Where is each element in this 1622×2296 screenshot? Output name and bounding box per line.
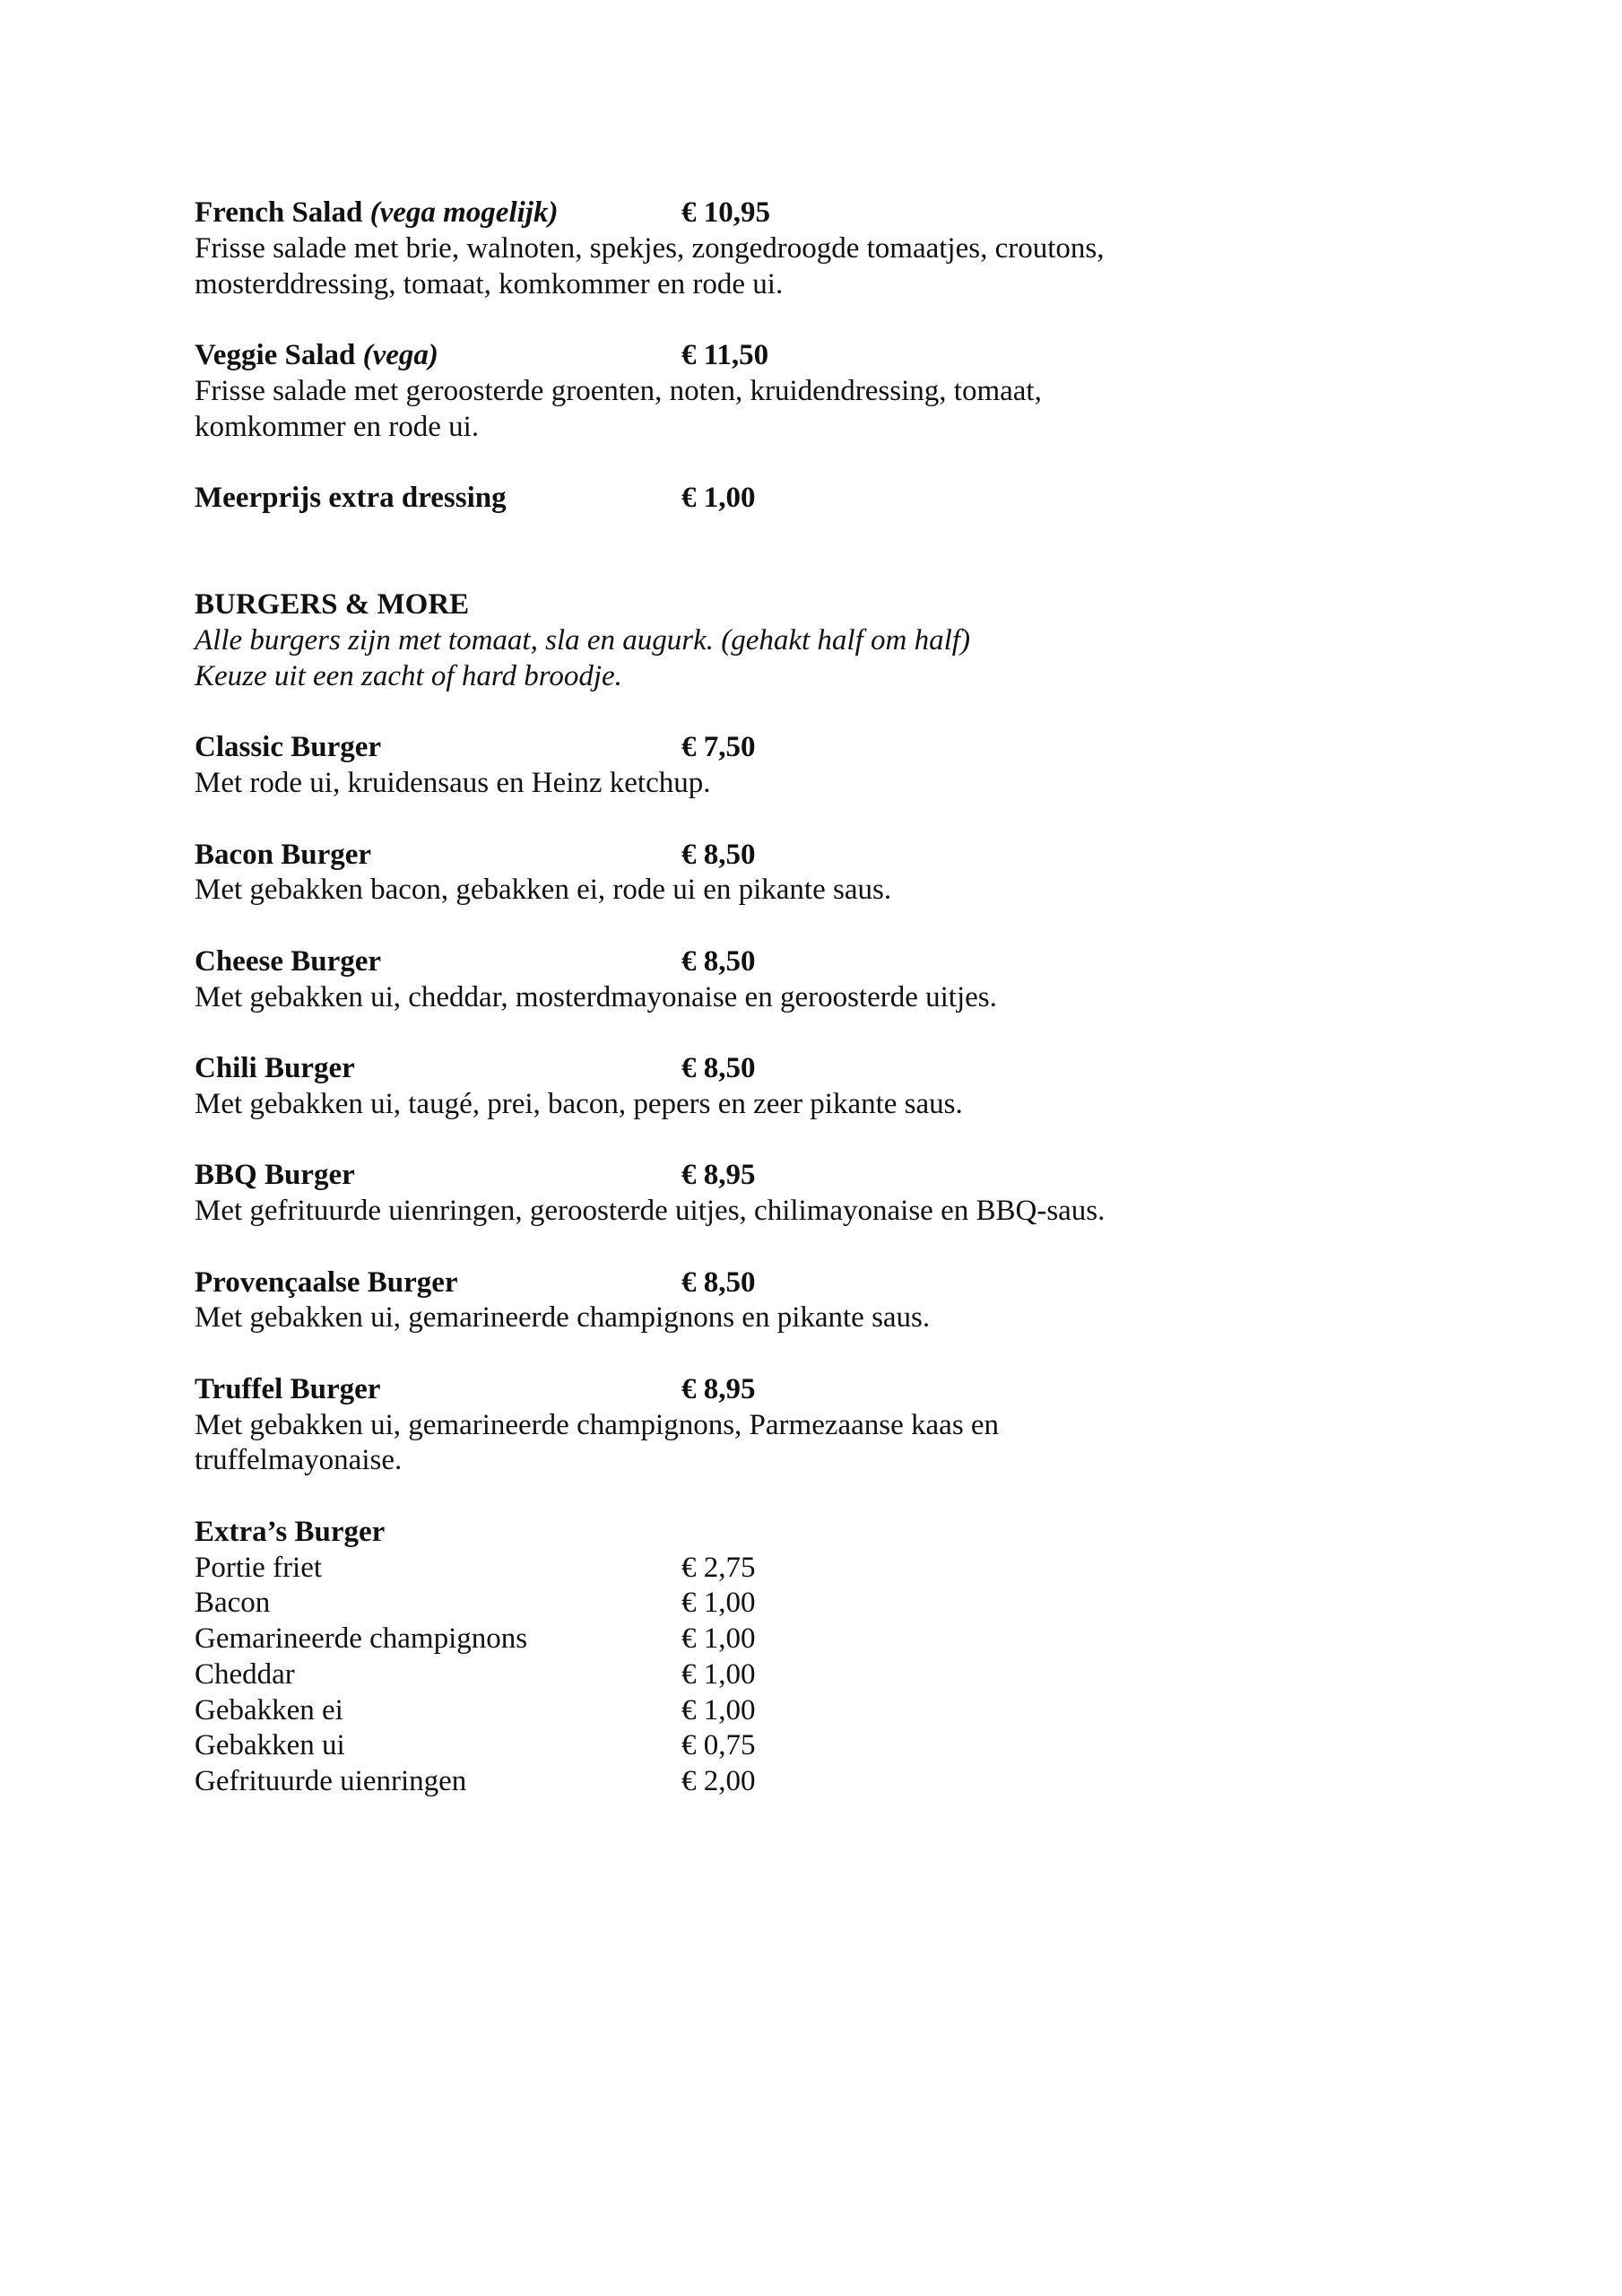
- burgers-section: [195, 587, 1450, 1515]
- extra-name: Gefrituurde uienringen: [195, 1765, 467, 1797]
- item-note: (vega): [362, 339, 438, 371]
- item-price: € 10,95: [681, 196, 770, 229]
- extra-name: Gebakken ei: [195, 1693, 343, 1726]
- extra-price: € 1,00: [681, 1587, 756, 1620]
- menu-item-chili-burger: [195, 1051, 1450, 1123]
- item-description: Frisse salade met brie, walnoten, spekjes, zongedroogde tomaatjes, croutons,: [195, 231, 1105, 265]
- extra-name: Bacon: [195, 1587, 271, 1620]
- menu-item-cheese-burger: [195, 944, 1450, 1016]
- extras-section: [195, 1515, 1450, 1800]
- extra-name: Gemarineerde champignons: [195, 1622, 528, 1655]
- item-name: BBQ Burger: [195, 1159, 355, 1192]
- menu-item-provencaalse-burger: [195, 1265, 1450, 1337]
- item-name: Classic Burger: [195, 731, 382, 764]
- item-price: € 8,95: [681, 1159, 756, 1192]
- item-name: Bacon Burger: [195, 838, 372, 871]
- item-note: (vega mogelijk): [369, 196, 559, 229]
- extra-price: € 1,00: [681, 1622, 756, 1655]
- item-description: komkommer en rode ui.: [195, 410, 480, 443]
- extra-price: € 1,00: [681, 1693, 756, 1726]
- extra-item: [195, 1657, 1450, 1693]
- section-intro: Keuze uit een zacht of hard broodje.: [195, 659, 622, 692]
- menu-page: [195, 196, 1450, 1800]
- item-description: Frisse salade met geroosterde groenten, noten, kruidendressing, tomaat,: [195, 374, 1042, 407]
- item-description: Met rode ui, kruidensaus en Heinz ketchup.: [195, 767, 711, 799]
- item-price: € 8,50: [681, 1052, 756, 1084]
- item-name: Meerprijs extra dressing: [195, 482, 507, 514]
- menu-item-truffel-burger: [195, 1372, 1450, 1479]
- item-name: Provençaalse Burger: [195, 1265, 458, 1299]
- extra-name: Gebakken ui: [195, 1729, 345, 1762]
- item-title: Veggie Salad: [195, 339, 356, 371]
- item-price: € 8,50: [681, 944, 756, 978]
- extra-name: Portie friet: [195, 1551, 323, 1584]
- extra-price: € 0,75: [681, 1729, 756, 1762]
- item-price: € 1,00: [681, 482, 756, 514]
- menu-item-extra-dressing: [195, 481, 1450, 517]
- item-description: mosterddressing, tomaat, komkommer en rode ui.: [195, 267, 784, 300]
- extra-price: € 2,75: [681, 1551, 756, 1584]
- extra-price: € 2,00: [681, 1765, 756, 1797]
- extra-item: [195, 1764, 1450, 1800]
- item-price: € 8,50: [681, 1265, 756, 1299]
- item-name: [195, 338, 681, 374]
- item-description: Met gebakken ui, gemarineerde champignons, Parmezaanse kaas en: [195, 1408, 1000, 1441]
- item-description: Met gefrituurde uienringen, geroosterde uitjes, chilimayonaise en BBQ-saus.: [195, 1195, 1106, 1227]
- extra-price: € 1,00: [681, 1657, 756, 1691]
- menu-item-classic-burger: [195, 730, 1450, 802]
- item-name: Chili Burger: [195, 1052, 355, 1084]
- menu-item-bbq-burger: [195, 1158, 1450, 1230]
- menu-item-bacon-burger: [195, 838, 1450, 909]
- extra-item: [195, 1622, 1450, 1657]
- item-price: € 8,95: [681, 1372, 756, 1405]
- menu-item-french-salad: [195, 196, 1450, 302]
- item-price: € 11,50: [681, 339, 769, 371]
- section-title: Extra’s Burger: [195, 1515, 386, 1548]
- extra-item: [195, 1551, 1450, 1587]
- section-intro: Alle burgers zijn met tomaat, sla en augurk. (gehakt half om half): [195, 624, 970, 657]
- item-name: [195, 196, 681, 231]
- item-price: € 7,50: [681, 731, 756, 764]
- extra-item: [195, 1586, 1450, 1622]
- extra-name: Cheddar: [195, 1657, 295, 1691]
- item-title: French Salad: [195, 196, 363, 229]
- item-name: Truffel Burger: [195, 1372, 381, 1405]
- item-description: truffelmayonaise.: [195, 1444, 403, 1477]
- item-price: € 8,50: [681, 838, 756, 871]
- item-description: Met gebakken bacon, gebakken ei, rode ui en pikante saus.: [195, 874, 892, 907]
- item-description: Met gebakken ui, taugé, prei, bacon, pepers en zeer pikante saus.: [195, 1087, 963, 1120]
- menu-item-veggie-salad: [195, 338, 1450, 445]
- item-name: Cheese Burger: [195, 944, 382, 978]
- section-title: BURGERS & MORE: [195, 588, 470, 622]
- item-description: Met gebakken ui, cheddar, mosterdmayonaise en geroosterde uitjes.: [195, 980, 997, 1013]
- item-description: Met gebakken ui, gemarineerde champignons en pikante saus.: [195, 1301, 931, 1335]
- extra-item: [195, 1693, 1450, 1729]
- extra-item: [195, 1728, 1450, 1764]
